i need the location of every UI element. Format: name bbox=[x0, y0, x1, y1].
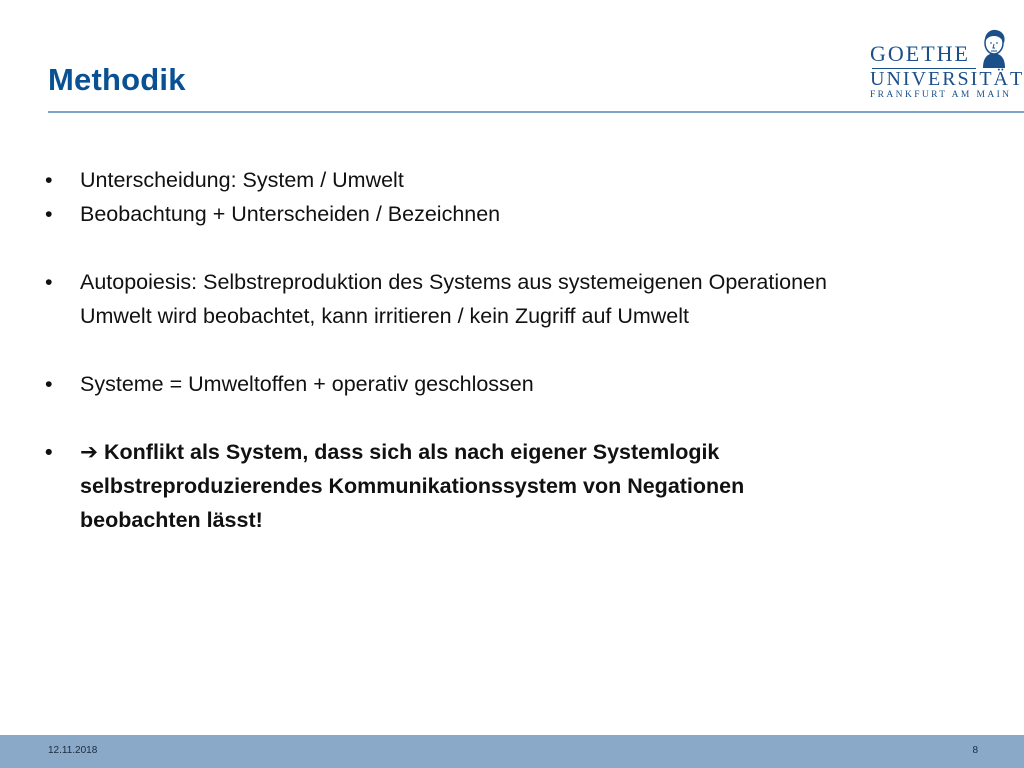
bullet-text: selbstreproduzierendes Kommunikationssystem von Negationen bbox=[80, 474, 745, 498]
bullet-marker: • bbox=[45, 202, 53, 226]
bullet-marker: • bbox=[45, 270, 53, 294]
bullet-text: Umwelt wird beobachtet, kann irritieren / kein Zugriff auf Umwelt bbox=[80, 304, 690, 328]
page-number: 8 bbox=[972, 745, 978, 756]
bullet-item bbox=[45, 163, 995, 197]
logo-text-universitaet: UNIVERSITÄT bbox=[870, 68, 1024, 90]
bullet-marker: • bbox=[45, 440, 53, 464]
bullet-marker: • bbox=[45, 168, 53, 192]
logo-text-goethe: GOETHE bbox=[870, 41, 970, 66]
bullet-item bbox=[45, 367, 995, 401]
goethe-portrait-icon bbox=[973, 28, 1015, 68]
bullet-text: Autopoiesis: Selbstreproduktion des Systems aus systemeigenen Operationen bbox=[80, 270, 827, 294]
title-divider bbox=[48, 111, 1024, 113]
bullet-marker: • bbox=[45, 372, 53, 396]
bullet-text: beobachten lässt! bbox=[80, 508, 263, 532]
bullet-item bbox=[45, 197, 995, 231]
bullet-item bbox=[45, 265, 995, 333]
footer-date: 12.11.2018 bbox=[48, 745, 98, 756]
slide-title: Methodik bbox=[48, 62, 186, 97]
bullet-text: Systeme = Umweltoffen + operativ geschlossen bbox=[80, 372, 534, 396]
footer-bar bbox=[0, 735, 1024, 768]
bullet-text: Konflikt als System, dass sich als nach eigener Systemlogik bbox=[104, 440, 720, 464]
bullet-text: Beobachtung + Unterscheiden / Bezeichnen bbox=[80, 202, 501, 226]
bullet-list bbox=[45, 163, 995, 537]
arrow-icon: ➔ bbox=[80, 440, 99, 464]
bullet-text: Unterscheidung: System / Umwelt bbox=[80, 168, 404, 192]
bullet-item bbox=[45, 435, 995, 537]
university-logo bbox=[870, 28, 1024, 104]
logo-text-frankfurt: FRANKFURT AM MAIN bbox=[870, 90, 1012, 100]
